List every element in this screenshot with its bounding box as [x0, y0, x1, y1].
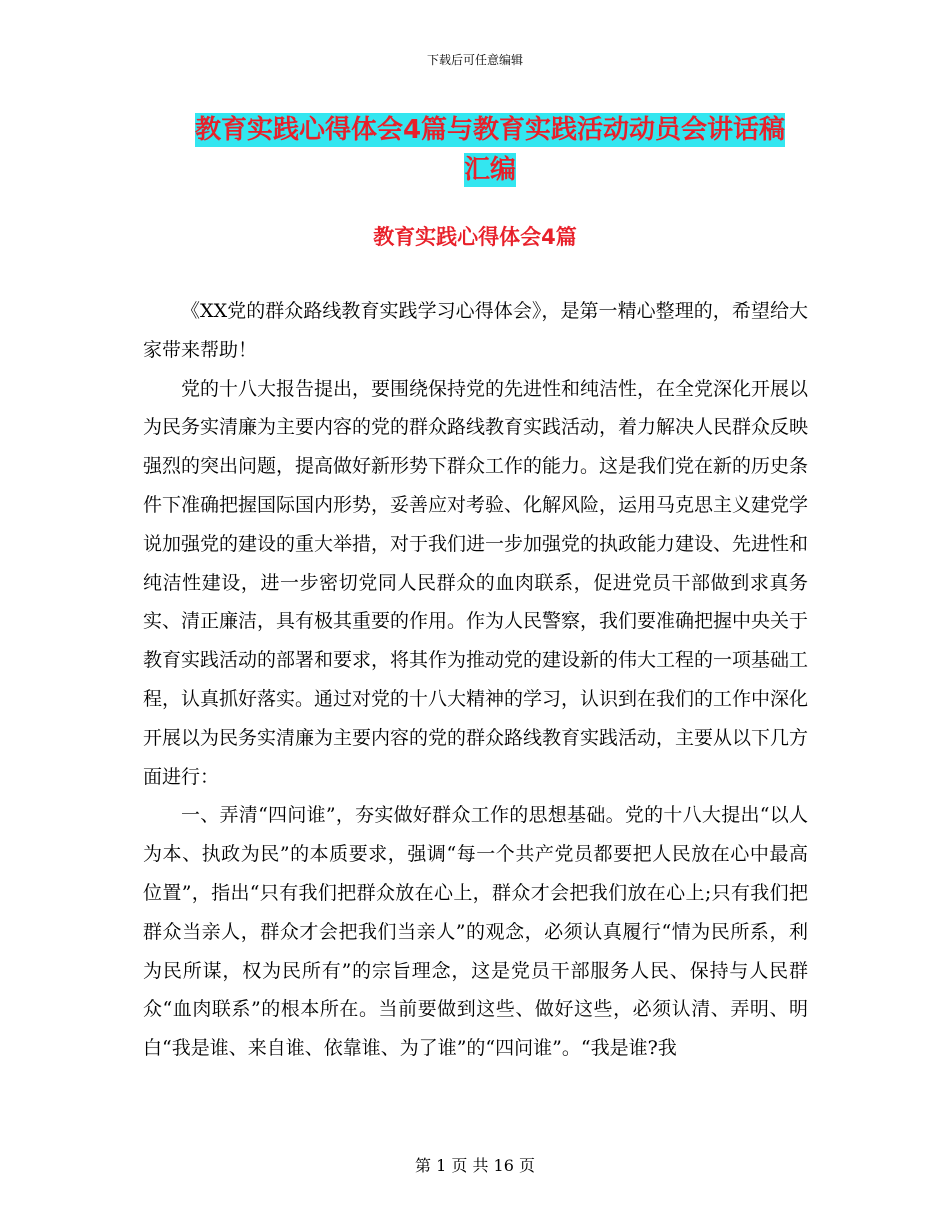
page-header-note: 下载后可任意编辑	[426, 53, 523, 67]
document-body	[143, 292, 808, 1068]
document-title-line-1: 教育实践心得体会4篇与教育实践活动动员会讲话稿	[194, 115, 786, 145]
paragraph-point-one: 一、弄清“四问谁”，夯实做好群众工作的思想基础。党的十八大提出“以人为本、执政为民”的本质要求，强调“每一个共产党员都要把人民放在心中最高位置”，指出“只有我们把群众放在心上，群众才会把我们放在心上;只有我们把群众当亲人，群众才会把我们当亲人”的观念，必须认真履行“情为民所系，利为民所谋，权为民所有”的宗旨理念，这是党员干部服务人民、保持与人民群众“血肉联系”的根本所在。当前要做到这些、做好这些，必须认清、弄明、明白“我是谁、来自谁、依靠谁、为了谁”的“四问谁”。“我是谁?我	[143, 804, 808, 1060]
page-footer-indicator: 第 1 页 共 16 页	[415, 1156, 535, 1175]
document-title-line-2: 汇编	[463, 155, 516, 185]
section-title: 教育实践心得体会4篇	[373, 225, 577, 249]
paragraph-report: 党的十八大报告提出，要围绕保持党的先进性和纯洁性，在全党深化开展以为民务实清廉为主要内容的党的群众路线教育实践活动，着力解决人民群众反映强烈的突出问题，提高做好新形势下群众工作的能力。这是我们党在新的历史条件下准确把握国际国内形势，妥善应对考验、化解风险，运用马克思主义建党学说加强党的建设的重大举措，对于我们进一步加强党的执政能力建设、先进性和纯洁性建设，进一步密切党同人民群众的血肉联系，促进党员干部做到求真务实、清正廉洁，具有极其重要的作用。作为人民警察，我们要准确把握中央关于教育实践活动的部署和要求，将其作为推动党的建设新的伟大工程的一项基础工程，认真抓好落实。通过对党的十八大精神的学习，认识到在我们的工作中深化开展以为民务实清廉为主要内容的党的群众路线教育实践活动，主要从以下几方面进行：	[143, 377, 809, 788]
paragraph-intro: 《XX党的群众路线教育实践学习心得体会》，是第一精心整理的，希望给大家带来帮助！	[143, 300, 808, 361]
document-title	[145, 110, 835, 190]
